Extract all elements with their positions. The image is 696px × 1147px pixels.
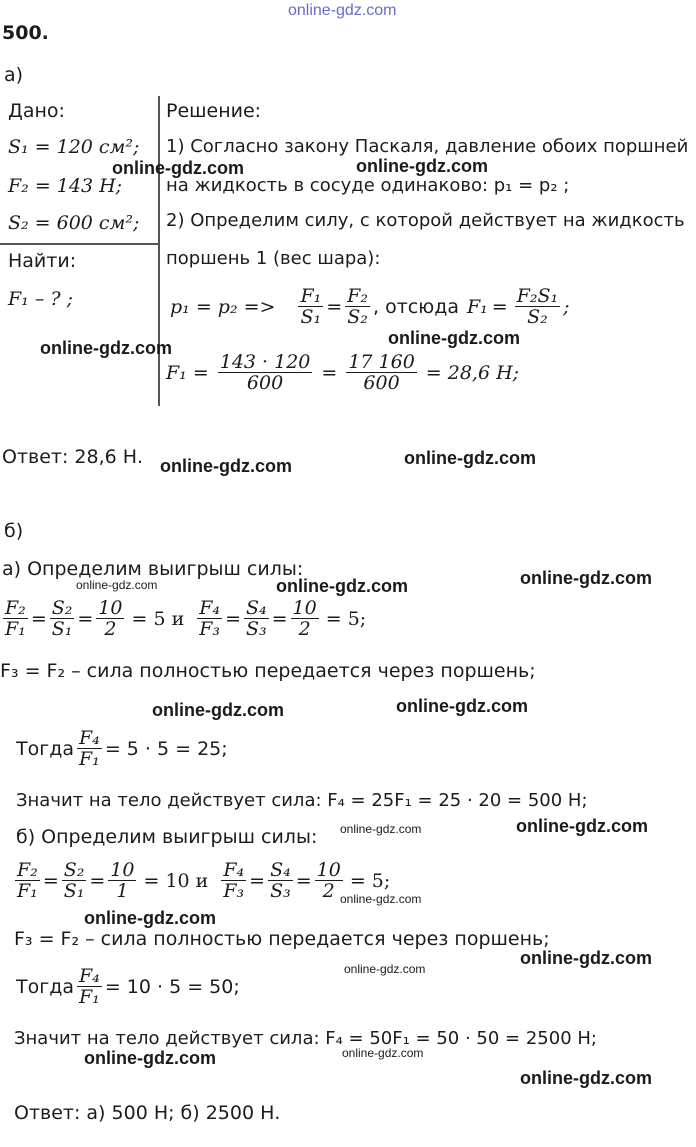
watermark-small: online-gdz.com	[344, 962, 426, 976]
divider-vertical	[158, 96, 160, 406]
equation-f1-result: F₁ = $\frac{143 \cdot 120}{600}$ = $\frac{17 160}{600}$ = 28,6 Н;	[166, 351, 520, 394]
watermark: online-gdz.com	[520, 948, 652, 968]
divider-horizontal	[0, 243, 158, 245]
b-b-f3-line: F₃ = F₂ – сила полностью передается через поршень;	[14, 928, 550, 950]
watermark: online-gdz.com	[112, 158, 244, 178]
frac-143-120: $\frac{143 \cdot 120}{600}$	[219, 351, 311, 394]
eq1-mid: , отсюда	[372, 295, 459, 318]
b-b-ratios: $\frac{\text{F₂}}{\text{F₁}}$ = $\frac{\text{S₂}}{\text{S₁}}$ = $\frac{10}{1}$ = 10 и $\frac{\text{F₄}}{\text{F₃}}$ = $\frac{\text{S₄}}{\text{S₃}}$ = $\frac{10}{2}$ = 5;	[17, 859, 391, 902]
b-b-then: Тогда $\frac{\text{F₄}}{\text{F₁}}$ = 10 · 5 = 50;	[16, 965, 240, 1008]
watermark: online-gdz.com	[276, 576, 408, 596]
given-s2: S₂ = 600 см²;	[8, 212, 140, 234]
solution-line-2: на жидкость в сосуде одинаково: p₁ = p₂ ;	[166, 175, 570, 196]
solution-label: Решение:	[166, 100, 262, 122]
given-f2: F₂ = 143 Н;	[8, 175, 123, 197]
watermark-small: online-gdz.com	[76, 578, 158, 592]
solution-line-4: поршень 1 (вес шара):	[166, 248, 381, 269]
equation-pressure: p₁ = p₂ => $\frac{\text{F₁}}{\text{S₁}}$ = $\frac{\text{F₂}}{\text{S₂}}$ , отсюда F₁ = $\frac{\text{F₂S₁}}{\text{S₂}}$ ;	[170, 285, 570, 328]
watermark: online-gdz.com	[404, 448, 536, 468]
watermark: online-gdz.com	[84, 1048, 216, 1068]
watermark: online-gdz.com	[356, 156, 488, 176]
b-a-f3-line: F₃ = F₂ – сила полностью передается через поршень;	[0, 660, 536, 682]
solution-line-1: 1) Согласно закону Паскаля, давление обоих поршней	[166, 136, 689, 157]
b-a-force: Значит на тело действует сила: F₄ = 25F₁ = 25 · 20 = 500 Н;	[16, 790, 588, 811]
b-a-ratios: $\frac{\text{F₂}}{\text{F₁}}$ = $\frac{\text{S₂}}{\text{S₁}}$ = $\frac{10}{2}$ = 5 и $\frac{\text{F₄}}{\text{F₃}}$ = $\frac{\text{S₄}}{\text{S₃}}$ = $\frac{10}{2}$ = 5;	[5, 597, 367, 640]
watermark-small: online-gdz.com	[340, 892, 422, 906]
watermark: online-gdz.com	[396, 696, 528, 716]
b-a-title: а) Определим выигрыш силы:	[2, 558, 304, 580]
watermark: online-gdz.com	[520, 568, 652, 588]
answer-a: Ответ: 28,6 Н.	[2, 446, 144, 468]
watermark: online-gdz.com	[152, 700, 284, 720]
b-a-then: Тогда $\frac{\text{F₄}}{\text{F₁}}$ = 5 · 5 = 25;	[16, 727, 228, 770]
eq1-left: p₁ = p₂ =>	[170, 295, 276, 318]
watermark-small: online-gdz.com	[342, 1046, 424, 1060]
watermark: online-gdz.com	[160, 456, 292, 476]
solution-line-3: 2) Определим силу, с которой действует на жидкость	[166, 210, 685, 231]
watermark-small: online-gdz.com	[340, 822, 422, 836]
watermark: online-gdz.com	[84, 908, 216, 928]
task-number: 500.	[2, 22, 49, 44]
frac-f2s1-s2: $\frac{\text{F₂S₁}}{\text{S₂}}$	[516, 285, 559, 328]
b-b-title: б) Определим выигрыш силы:	[16, 826, 318, 848]
watermark: online-gdz.com	[40, 338, 172, 358]
given-s1: S₁ = 120 см²;	[8, 136, 140, 158]
frac-f2-s2: $\frac{\text{F₂}}{\text{S₂}}$	[347, 285, 368, 328]
find-label: Найти:	[8, 250, 77, 272]
answer-b: Ответ: а) 500 Н; б) 2500 Н.	[14, 1102, 281, 1124]
find-value: F₁ – ? ;	[8, 288, 74, 310]
eq2-result: = 28,6 Н;	[425, 361, 520, 384]
watermark: online-gdz.com	[388, 328, 520, 348]
part-a-label: а)	[4, 64, 24, 86]
watermark-top: online-gdz.com	[288, 2, 397, 19]
part-b-label: б)	[4, 520, 24, 542]
b-b-force: Значит на тело действует сила: F₄ = 50F₁ = 50 · 50 = 2500 Н;	[14, 1028, 597, 1049]
watermark: online-gdz.com	[516, 816, 648, 836]
frac-f1-s1: $\frac{\text{F₁}}{\text{S₁}}$	[300, 285, 322, 328]
watermark: online-gdz.com	[520, 1068, 652, 1088]
frac-17160: $\frac{17 160}{600}$	[348, 351, 415, 394]
given-label: Дано:	[8, 100, 65, 122]
